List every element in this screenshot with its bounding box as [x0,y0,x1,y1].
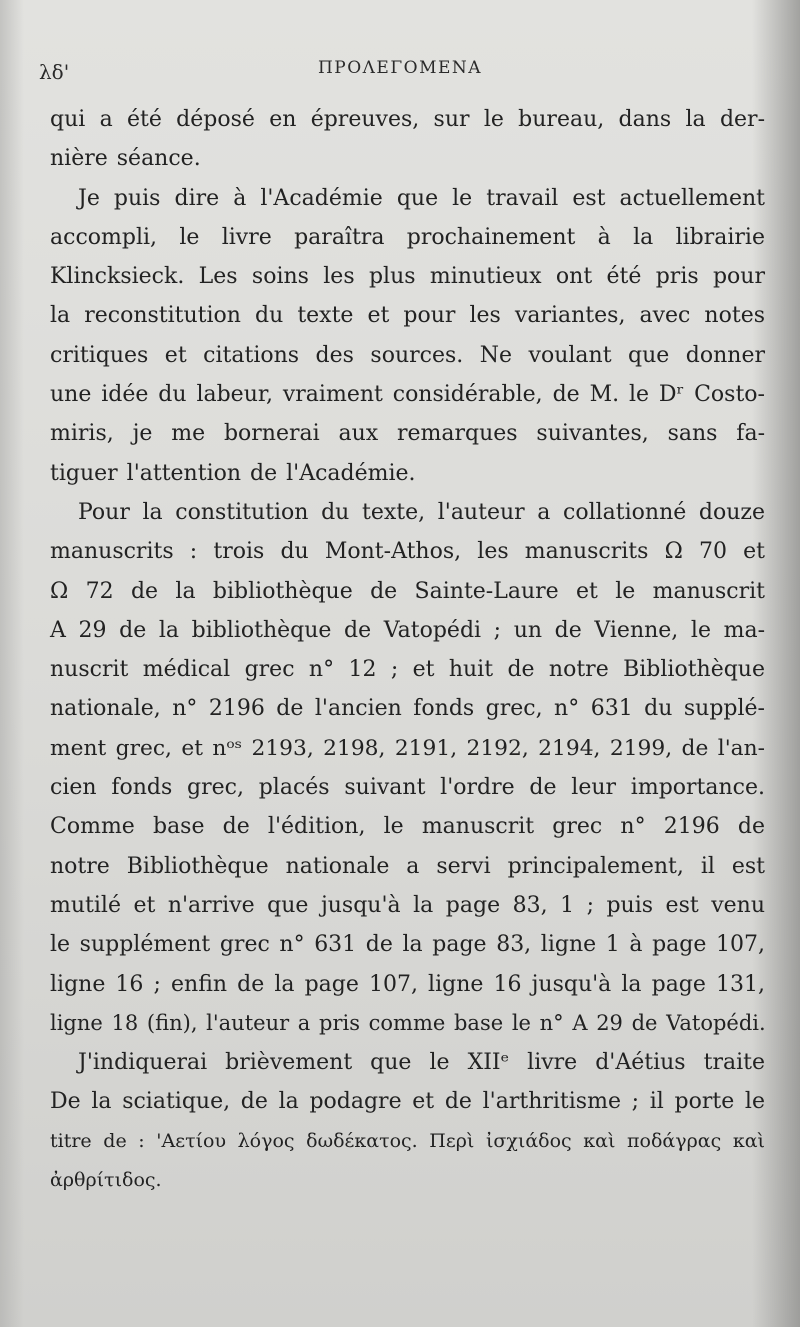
text-line: ἀρθρίτιδος. [50,1169,162,1192]
text-line: ligne 16 ; enfin de la page 107, ligne 16 jusqu'à la page 131, [50,971,765,997]
text-line: miris, je me bornerai aux remarques suivantes, sans fa- [50,421,765,447]
running-title: ΠΡΟΛΕΓΟΜΕΝΑ [317,58,483,78]
text-line: la reconstitution du texte et pour les variantes, avec notes [50,303,765,329]
text-line: Ω 72 de la bibliothèque de Sainte-Laure et le manuscrit [50,578,765,604]
text-line: ligne 18 (fin), l'auteur a pris comme base le n° A 29 de Vatopédi. [50,1010,766,1035]
text-line: nationale, n° 2196 de l'ancien fonds grec, n° 631 du supplé- [50,696,765,722]
text-line: mutilé et n'arrive que jusqu'à la page 83, 1 ; puis est venu [50,892,765,918]
text-line: Je puis dire à l'Académie que le travail est actuellement [78,185,765,211]
text-line: critiques et citations des sources. Ne voulant que donner [50,342,765,368]
text-line: une idée du labeur, vraiment considérable, de M. le Dʳ Costo- [50,382,765,408]
page-number: λδ' [39,60,70,84]
text-line: nière séance. [50,146,201,172]
text-line: nuscrit médical grec n° 12 ; et huit de notre Bibliothèque [50,657,765,683]
text-line: Klincksieck. Les soins les plus minutieux ont été pris pour [50,264,765,290]
page-header [0,55,800,85]
text-line: le supplément grec n° 631 de la page 83, ligne 1 à page 107, [50,932,765,958]
text-line: J'indiquerai brièvement que le XIIᵉ livre d'Aétius traite [78,1050,765,1076]
text-line: notre Bibliothèque nationale a servi principalement, il est [50,853,765,879]
text-line: De la sciatique, de la podagre et de l'arthritisme ; il porte le [50,1089,765,1115]
text-line: Pour la constitution du texte, l'auteur a collationné douze [78,499,765,525]
text-line: manuscrits : trois du Mont-Athos, les manuscrits Ω 70 et [50,539,765,565]
text-line: tiguer l'attention de l'Académie. [50,460,416,486]
body-text [50,100,765,1200]
text-line: titre de : 'Αετίου λόγος δωδέκατος. Περὶ ἰσχιάδος καὶ ποδάγρας καὶ [50,1129,765,1152]
text-line: ment grec, et nᵒˢ 2193, 2198, 2191, 2192, 2194, 2199, de l'an- [50,735,765,761]
text-line: A 29 de la bibliothèque de Vatopédi ; un de Vienne, le ma- [50,617,765,643]
text-line: Comme base de l'édition, le manuscrit grec n° 2196 de [50,814,765,840]
text-line: accompli, le livre paraîtra prochainement à la librairie [50,224,765,250]
text-line: qui a été déposé en épreuves, sur le bureau, dans la der- [50,107,765,132]
text-line: cien fonds grec, placés suivant l'ordre de leur importance. [50,775,765,801]
